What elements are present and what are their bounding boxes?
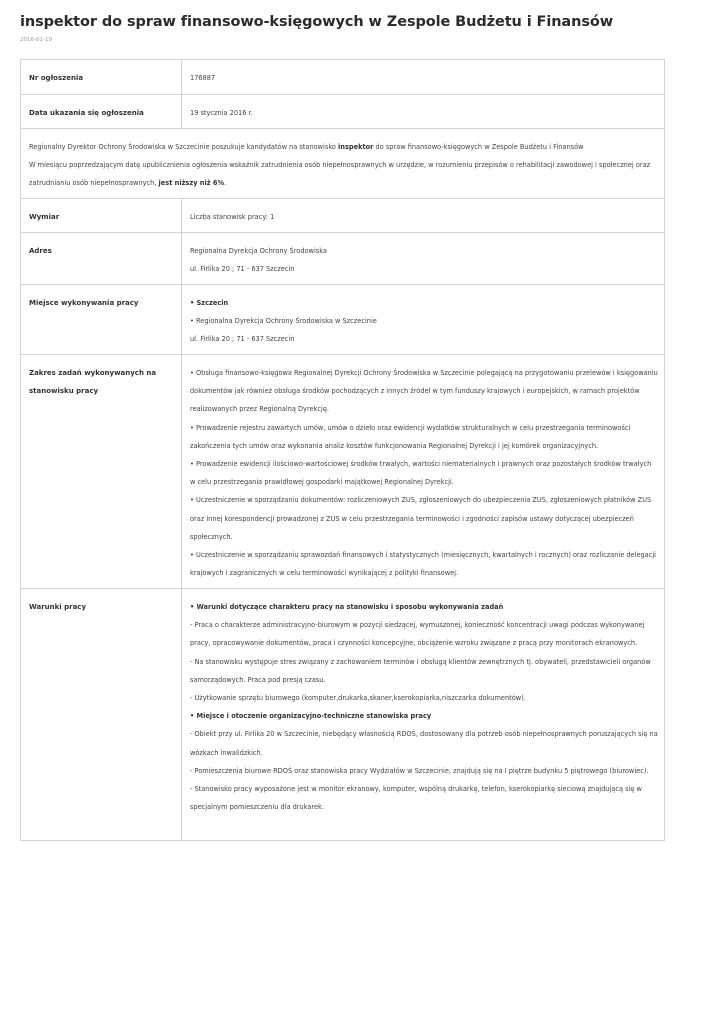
ad-number-value: 176887 — [190, 74, 216, 82]
conditions-line: pracy, opracowywanie dokumentów, praca i czynności koncepcyjne, obciążenie wzroku związane z pracą przy monitorach ekranowych. — [190, 639, 638, 648]
publish-date-value: 19 stycznia 2016 r. — [190, 109, 253, 117]
row-publish-date — [21, 94, 664, 128]
job-details-table — [20, 59, 665, 841]
conditions-label: Warunki pracy — [21, 589, 182, 840]
row-workplace — [21, 284, 664, 354]
publication-date: 2016-01-19 — [20, 37, 52, 43]
intro-text-part: do spraw finansowo-księgowych w Zespole Budżetu i Finansów — [373, 143, 584, 151]
workplace-city — [190, 294, 656, 312]
conditions-line: - Praca o charakterze administracyjno-biurowym w pozycji siedzącej, wymuszonej, konieczność koncentracji uwagi podczas wykonywanej — [190, 621, 645, 630]
workplace-city-bold: • Szczecin — [190, 299, 229, 307]
intro-employment-bold: jest niższy niż 6% — [158, 179, 225, 188]
duties-line: oraz innej korespondencji prowadzonej z ZUS w celu przestrzegania terminowości i zgodności zapisów ustawy dotyczącej ubezpieczeń — [190, 514, 634, 523]
environment-line: wózkach inwalidzkich. — [190, 748, 263, 757]
duties-line: w celu przestrzegania prawidłowej gospodarki majątkowej Regionalnej Dyrekcji. — [190, 478, 454, 487]
duties-line: • Prowadzenie ewidencji ilościowo-wartościowej środków trwałych, wartości niematerialnych i prawnych oraz pozostałych środków trwałych — [190, 460, 652, 469]
environment-line: - Stanowisko pracy wyposażone jest w monitor ekranowy, komputer, wspólną drukarkę, telefon, kserokopiarkę sieciową znajdującą się w — [190, 785, 642, 794]
workplace-label: Miejsce wykonywania pracy — [21, 285, 182, 354]
duties-line: • Uczestniczenie w sporządzaniu dokumentów: rozliczeniowych ZUS, zgłoszeniowych do ubezpieczenia ZUS, zgłoszeniowych płatników ZUS — [190, 496, 652, 505]
conditions-line: - Na stanowisku występuje stres związany z zachowaniem terminów i obsługą klientów zewnętrznych tj. obywateli, przedstawicieli organów — [190, 657, 651, 666]
address-label: Adres — [21, 233, 182, 284]
intro-position-bold: inspektor — [338, 143, 374, 151]
conditions-heading — [190, 598, 658, 616]
duties-line: realizowanych przez Regionalną Dyrekcję. — [190, 405, 329, 414]
row-ad-number — [21, 60, 664, 94]
row-intro — [21, 128, 664, 198]
intro-text-part: . — [224, 179, 227, 188]
conditions-line: - Użytkowanie sprzętu biurowego (komputer,drukarka,skaner,kserokopiarka,niszczarka dokumentów). — [190, 694, 526, 703]
row-duties — [21, 354, 664, 588]
duties-label-line: stanowisku pracy — [29, 387, 99, 395]
duties-line: krajowych i zagranicznych w celu terminowości wynikającej z polityki finansowej. — [190, 569, 459, 578]
address-line: ul. Firlika 20 ; 71 - 637 Szczecin — [190, 265, 295, 274]
environment-line: - Pomieszczenia biurowe RDOŚ oraz stanowiska pracy Wydziałów w Szczecinie, znajdują się na I piętrze budynku 5 piętrowego (biurowiec). — [190, 766, 649, 775]
publish-date-label: Data ukazania się ogłoszenia — [21, 95, 182, 128]
intro-line-3 — [29, 174, 650, 192]
row-address — [21, 232, 664, 284]
conditions-value — [182, 589, 666, 840]
duties-line: • Obsługa finansowo-księgowa Regionalnej Dyrekcji Ochrony Środowiska w Szczecinie polegającą na przygotowaniu przelewów i księgowaniu — [190, 369, 658, 377]
environment-line: - Obiekt przy ul. Firlika 20 w Szczecinie, niebędący własnością RDOŚ, dostosowany dla potrzeb osób niepełnosprawnych poruszających się na — [190, 730, 658, 739]
duties-value — [182, 355, 666, 588]
ad-number-label: Nr ogłoszenia — [21, 60, 182, 94]
environment-heading — [190, 707, 658, 725]
workplace-line: • Regionalna Dyrekcja Ochrony Środowiska w Szczecinie — [190, 317, 377, 326]
duties-line: • Prowadzenie rejestru zawartych umów, umów o dzieło oraz ewidencji wydatków strukturalnych w celu przestrzegania terminowości — [190, 423, 631, 432]
positions-label: Wymiar — [21, 199, 182, 232]
duties-line: • Uczestniczenie w sporządzaniu sprawozdań finansowych i statystycznych (miesięcznych, kwartalnych i rocznych) oraz rozliczanie delegacji — [190, 551, 657, 560]
intro-line-1 — [29, 138, 650, 156]
environment-line: specjalnym pomieszczeniu dla drukarek. — [190, 803, 324, 812]
duties-label-line: Zakres zadań wykonywanych na — [29, 369, 157, 377]
duties-label — [21, 355, 182, 588]
workplace-line: ul. Firlika 20 ; 71 - 637 Szczecin — [190, 335, 295, 344]
row-conditions — [21, 588, 664, 840]
intro-line-2: W miesiącu poprzedzającym datę upublicznienia ogłoszenia wskaźnik zatrudnienia osób niepełnosprawnych w urzędzie, w rozumieniu przepisów o rehabilitacji zawodowej i społecznej oraz — [29, 161, 651, 170]
duties-line: zakończenia tych umów oraz wykonania analiz kosztów funkcjonowania Regionalnej Dyrekcji i jej komórek organizacyjnych. — [190, 441, 599, 450]
row-positions — [21, 198, 664, 232]
environment-heading-bold: • Miejsce i otoczenie organizacyjno-techniczne stanowiska pracy — [190, 712, 432, 721]
address-value — [182, 233, 664, 284]
intro-text — [21, 129, 658, 198]
conditions-heading-bold: • Warunki dotyczące charakteru pracy na stanowisku i sposobu wykonywania zadań — [190, 603, 504, 611]
workplace-value — [182, 285, 664, 354]
address-line: Regionalna Dyrekcja Ochrony Środowiska — [190, 247, 327, 255]
intro-text-part: Regionalny Dyrektor Ochrony Środowiska w Szczecinie poszukuje kandydatów na stanowisko — [29, 143, 339, 151]
duties-line: dokumentów jak również obsługa środków pochodzących z innych źródeł w tym funduszy krajowych i europejskich, w ramach projektów — [190, 387, 640, 396]
positions-value: Liczba stanowisk pracy: 1 — [190, 213, 275, 221]
conditions-line: samorządowych. Praca pod presją czasu. — [190, 675, 326, 684]
duties-line: społecznych. — [190, 532, 233, 541]
page-title: inspektor do spraw finansowo-księgowych w Zespole Budżetu i Finansów — [20, 14, 614, 30]
intro-text-part: zatrudnianiu osób niepełnosprawnych, — [29, 179, 159, 188]
